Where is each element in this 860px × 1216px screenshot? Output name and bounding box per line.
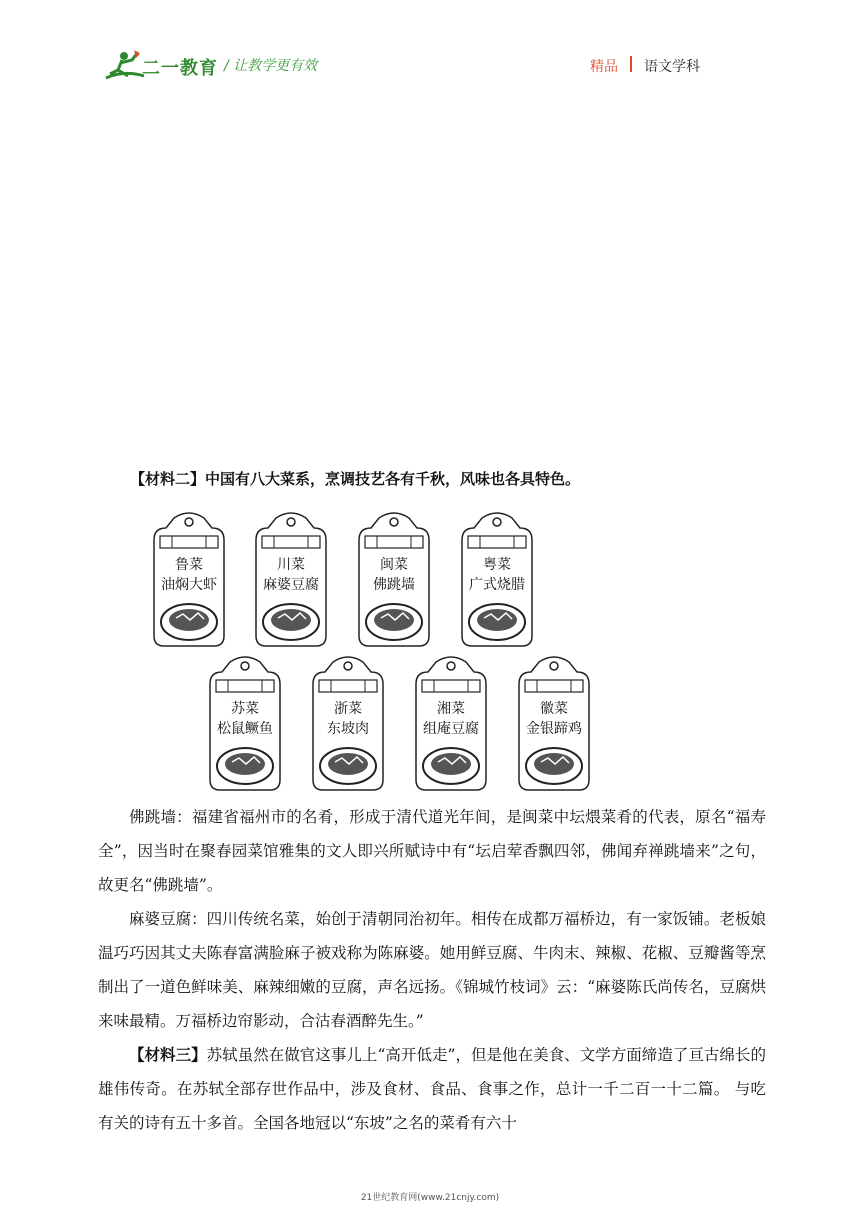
cuisine-tag <box>412 654 490 794</box>
material3-text: 苏轼虽然在做官这事儿上“高开低走”，但是他在美食、文学方面缔造了亘古绵长的雄伟传奇。在苏轼全部存世作品中，涉及食材、食品、食事之作，总计一千二百一十二篇。 与吃有关的诗有五十多首。全国各地冠以“东坡”之名的菜肴有六十 <box>98 1046 766 1132</box>
page-header <box>0 0 860 100</box>
cuisine-tag <box>206 654 284 794</box>
subject-label: 语文学科 <box>644 59 700 75</box>
cuisine-tag <box>458 510 536 650</box>
paragraph-material3 <box>98 1038 766 1140</box>
paragraph-fotiaoqiang: 佛跳墙：福建省福州市的名肴，形成于清代道光年间，是闽菜中坛煨菜肴的代表，原名“福寿全”，因当时在聚春园菜馆雅集的文人即兴所赋诗中有“坛启荤香飘四邻，佛闻弃禅跳墙来”之句，故更名“佛跳墙”。 <box>98 808 766 894</box>
material2-title: 【材料二】中国有八大菜系，烹调技艺各有千秋，风味也各具特色。 <box>130 470 581 488</box>
header-divider <box>630 56 632 72</box>
dish-name: 广式烧腊 <box>469 577 525 593</box>
badge-label: 精品 <box>590 59 618 75</box>
cuisine-tag <box>355 510 433 650</box>
dish-name: 组庵豆腐 <box>423 721 479 737</box>
dish-name: 东坡肉 <box>327 721 369 737</box>
cuisine-name: 川菜 <box>277 557 305 573</box>
dish-name: 佛跳墙 <box>373 577 415 593</box>
cuisine-name: 苏菜 <box>231 701 259 717</box>
cuisine-name: 粤菜 <box>483 557 511 573</box>
page-footer: 21世纪教育网(www.21cnjy.com) <box>360 1193 500 1203</box>
cuisine-tag <box>150 510 228 650</box>
cuisine-name: 浙菜 <box>334 701 362 717</box>
dish-name: 麻婆豆腐 <box>263 577 319 593</box>
cuisine-name: 湘菜 <box>437 701 465 717</box>
cuisine-tag <box>309 654 387 794</box>
cuisine-tag <box>252 510 330 650</box>
cuisine-name: 闽菜 <box>380 557 408 573</box>
dish-name: 松鼠鳜鱼 <box>217 721 273 737</box>
dish-name: 金银蹄鸡 <box>526 721 582 737</box>
cuisine-name: 徽菜 <box>540 701 568 717</box>
material3-label: 【材料三】 <box>129 1045 207 1064</box>
paragraph-mapo: 麻婆豆腐：四川传统名菜，始创于清朝同治初年。相传在成都万福桥边，有一家饭铺。老板娘温巧巧因其丈夫陈春富满脸麻子被戏称为陈麻婆。她用鲜豆腐、牛肉末、辣椒、花椒、豆瓣酱等烹制出了一道色鲜味美、麻辣细嫩的豆腐，声名远扬。《锦城竹枝词》云：“麻婆陈氏尚传名，豆腐烘来味最精。万福桥边帘影动，合沽春酒醉先生。” <box>98 910 766 1030</box>
slogan: / 让教学更有效 <box>224 58 318 74</box>
logo-text: 二一教育 <box>142 58 218 79</box>
dish-name: 油焖大虾 <box>161 577 217 593</box>
cuisine-name: 鲁菜 <box>175 557 203 573</box>
cuisine-tag <box>515 654 593 794</box>
